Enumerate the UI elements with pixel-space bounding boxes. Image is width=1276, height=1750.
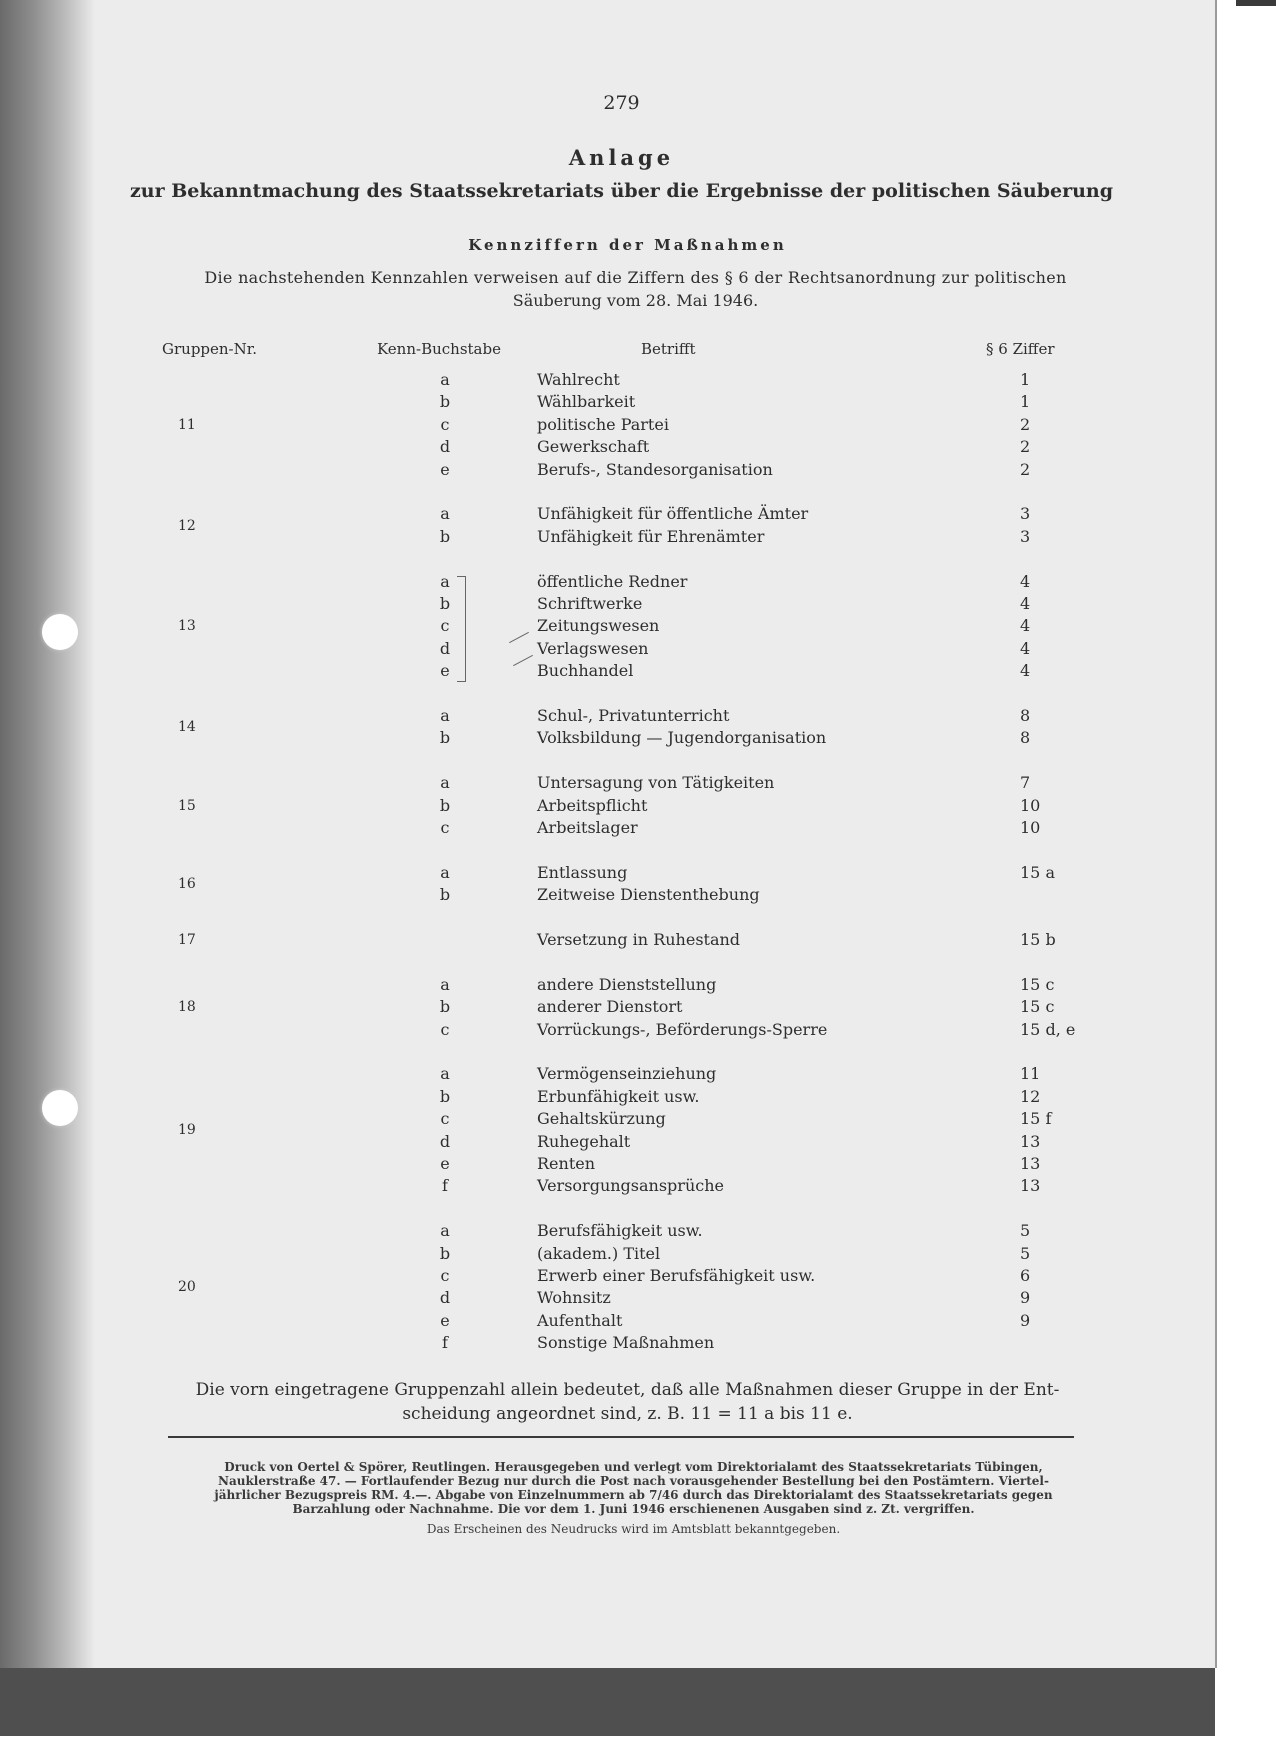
row-paragraph: 8 [1020,706,1031,725]
group-number: 20 [178,1279,196,1296]
row-letter: b [439,728,451,748]
table-row [0,370,1215,392]
row-letter: a [440,706,450,725]
row-subject: Renten [537,1154,596,1173]
section-heading: Kennziffern der Maßnahmen [468,236,787,254]
row-subject: Wahlrecht [537,370,620,389]
column-header-paragraph: § 6 Ziffer [986,340,1055,358]
row-paragraph: 9 [1020,1310,1031,1330]
group-number: 13 [178,618,196,635]
row-letter: a [440,1064,450,1084]
row-letter: a [440,571,450,591]
row-subject: andere Dienststellung [537,974,717,994]
row-letter: e [440,1310,450,1330]
group-13-brace [457,576,466,682]
table-row [0,1333,1215,1355]
row-letter: b [439,885,451,905]
row-paragraph: 4 [1020,638,1031,658]
row-subject: Gehaltskürzung [537,1109,666,1129]
row-letter: c [440,1019,450,1039]
table-row [0,1020,1215,1042]
table-row [0,818,1215,840]
row-letter: b [439,526,451,546]
row-subject: Wählbarkeit [537,392,636,412]
row-paragraph: 13 [1020,1131,1041,1151]
row-letter: a [440,1221,450,1241]
row-letter: b [439,1243,451,1263]
table-row [0,975,1215,997]
row-subject: öffentliche Redner [537,571,688,591]
table-row [0,639,1215,661]
row-letter: d [439,1131,451,1151]
row-subject: Versorgungsansprüche [537,1176,724,1196]
table-row [0,661,1215,683]
row-letter: a [440,974,450,994]
table-row [0,1176,1215,1198]
group-number: 15 [178,797,196,814]
row-paragraph: 10 [1020,818,1041,837]
row-letter: b [439,997,451,1017]
column-header-subject: Betrifft [641,340,696,358]
row-subject: Berufs-, Standesorganisation [537,459,773,479]
table-row [0,572,1215,594]
table-row [0,460,1215,482]
row-paragraph: 10 [1020,795,1041,815]
table-row [0,437,1215,459]
row-paragraph: 13 [1020,1154,1041,1173]
row-letter: f [442,1333,448,1353]
imprint-line-3: jährlicher Bezugspreis RM. 4.—. Abgabe von Einzelnummern ab 7/46 durch das Direktorialamt des Staatssekretariats gegen [214,1488,1053,1502]
row-paragraph: 8 [1020,728,1031,748]
row-paragraph: 9 [1020,1288,1031,1308]
row-subject: Schul-, Privatunterricht [537,706,730,725]
row-letter: a [440,862,450,882]
row-subject: Arbeitspflicht [537,795,648,815]
scan-bottom-edge [0,1668,1215,1736]
imprint-line-5: Das Erscheinen des Neudrucks wird im Amtsblatt bekanntgegeben. [426,1522,841,1536]
group-number: 17 [178,932,196,948]
row-subject: politische Partei [537,414,669,434]
row-subject: Gewerkschaft [537,437,650,457]
row-subject: Aufenthalt [537,1310,623,1330]
row-paragraph: 4 [1020,594,1031,613]
footnote-line-1: Die vorn eingetragene Gruppenzahl allein bedeutet, daß alle Maßnahmen dieser Gruppe in der Ent- [195,1380,1060,1400]
row-letter: b [439,392,451,412]
row-paragraph: 15 c [1020,997,1055,1017]
row-paragraph: 4 [1020,661,1031,681]
row-paragraph: 4 [1020,571,1031,591]
row-subject: Vorrückungs-, Beförderungs-Sperre [537,1019,828,1039]
row-letter: c [440,818,450,837]
page-number: 279 [603,92,640,114]
page-title: Anlage [568,145,675,170]
row-letter: b [439,1086,451,1106]
row-paragraph: 15 c [1020,974,1055,994]
row-subject: Verlagswesen [537,638,649,658]
table-row [0,1154,1215,1176]
row-paragraph: 11 [1020,1064,1041,1084]
row-paragraph: 5 [1020,1243,1031,1263]
row-paragraph: 1 [1020,392,1031,412]
row-subject: Schriftwerke [537,594,643,613]
row-subject: (akadem.) Titel [537,1243,661,1263]
table-row [0,392,1215,414]
row-letter: d [439,1288,451,1308]
row-subject: Zeitungswesen [537,616,660,636]
footer-divider [168,1436,1074,1438]
row-letter: b [439,795,451,815]
row-letter: a [440,773,450,793]
group-number: 12 [178,517,196,534]
intro-text-line-2: Säuberung vom 28. Mai 1946. [512,291,759,310]
row-subject: Arbeitslager [537,818,638,837]
row-paragraph: 2 [1020,459,1031,479]
group-number: 14 [178,719,196,736]
row-paragraph: 2 [1020,437,1031,457]
row-subject: Entlassung [537,862,628,882]
row-letter: f [442,1176,448,1196]
row-subject: Ruhegehalt [537,1131,631,1151]
row-paragraph: 15 f [1020,1109,1052,1129]
group-number: 18 [178,999,196,1016]
table-row [0,1244,1215,1266]
imprint-line-1: Druck von Oertel & Spörer, Reutlingen. Herausgegeben und verlegt vom Direktorialamt des Staatssekretariats Tübingen, [224,1460,1043,1474]
row-letter: a [440,504,450,524]
row-letter: a [440,370,450,389]
row-paragraph: 15 a [1020,862,1055,882]
group-number: 16 [178,876,196,892]
table-row [0,1087,1215,1109]
row-paragraph: 3 [1020,504,1031,524]
row-paragraph: 13 [1020,1176,1041,1196]
column-header-letter: Kenn-Buchstabe [377,340,501,358]
row-letter: d [439,638,451,658]
row-paragraph: 12 [1020,1086,1041,1106]
intro-text-line-1: Die nachstehenden Kennzahlen verweisen auf die Ziffern des § 6 der Rechtsanordnung zur politischen [204,268,1067,287]
row-subject: Vermögenseinziehung [537,1064,717,1084]
row-subject: Versetzung in Ruhestand [537,930,741,949]
row-subject: Volksbildung — Jugendorganisation [537,728,827,748]
row-letter: e [440,661,450,681]
page-subtitle: zur Bekanntmachung des Staatssekretariats über die Ergebnisse der politischen Säuberung [129,180,1114,202]
row-subject: Unfähigkeit für Ehrenämter [537,526,765,546]
row-paragraph: 3 [1020,526,1031,546]
table-row [0,1311,1215,1333]
row-subject: Erbunfähigkeit usw. [537,1086,700,1106]
row-letter: c [440,1266,450,1285]
scan-right-edge [1236,0,1276,6]
row-paragraph: 1 [1020,370,1031,389]
row-subject: Buchhandel [537,661,634,681]
row-subject: Erwerb einer Berufsfähigkeit usw. [537,1266,816,1285]
row-paragraph: 7 [1020,773,1031,793]
row-paragraph: 15 d, e [1020,1019,1076,1039]
row-letter: d [439,437,451,457]
footnote-line-2: scheidung angeordnet sind, z. B. 11 = 11 a bis 11 e. [402,1404,853,1424]
table-row [0,1064,1215,1086]
imprint-line-2: Nauklerstraße 47. — Fortlaufender Bezug nur durch die Post nach vorausgehender Bestellung bei den Postämtern. Viertel- [218,1474,1049,1488]
column-header-group: Gruppen-Nr. [162,340,258,358]
group-number: 11 [178,416,196,433]
row-letter: e [440,459,450,479]
row-paragraph: 6 [1020,1266,1031,1285]
row-paragraph: 2 [1020,414,1031,434]
row-letter: e [440,1154,450,1173]
row-subject: Unfähigkeit für öffentliche Ämter [537,504,809,524]
table-row [0,594,1215,616]
row-letter: b [439,594,451,613]
row-paragraph: 15 b [1020,930,1056,949]
row-letter: c [440,414,450,434]
imprint-line-4: Barzahlung oder Nachnahme. Die vor dem 1. Juni 1946 erschienenen Ausgaben sind z. Zt. vergriffen. [292,1502,975,1516]
row-subject: Sonstige Maßnahmen [537,1333,715,1353]
row-subject: Berufsfähigkeit usw. [537,1221,703,1241]
row-letter: c [440,1109,450,1129]
row-subject: Untersagung von Tätigkeiten [537,773,775,793]
group-number: 19 [178,1122,196,1139]
table-row [0,773,1215,795]
row-letter: c [440,616,450,636]
row-paragraph: 5 [1020,1221,1031,1241]
table-row [0,1221,1215,1243]
row-subject: anderer Dienstort [537,997,683,1017]
row-paragraph: 4 [1020,616,1031,636]
row-subject: Wohnsitz [537,1288,611,1308]
row-subject: Zeitweise Dienstenthebung [537,885,760,905]
